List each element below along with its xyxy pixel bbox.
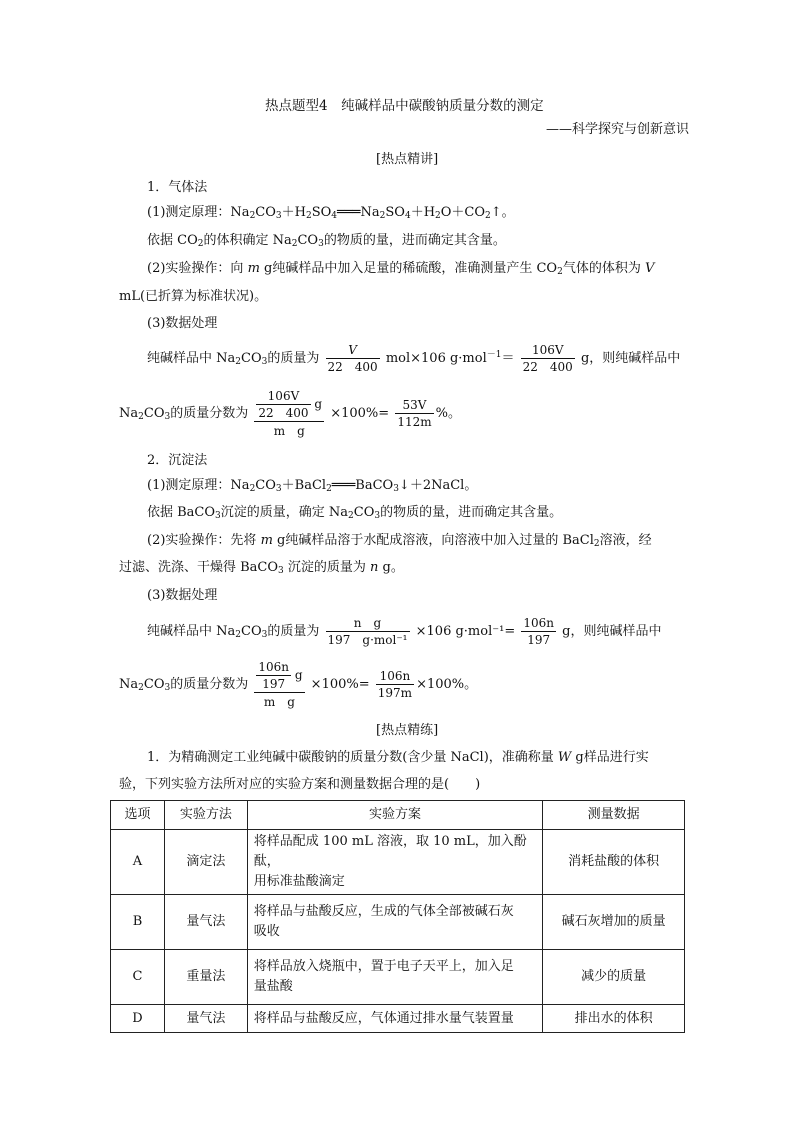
precip-data-heading: (3)数据处理 xyxy=(147,588,218,603)
option-label: B xyxy=(111,895,165,950)
options-table xyxy=(110,800,685,1033)
precip-outer-den: m g xyxy=(263,694,295,709)
method-cell: 重量法 xyxy=(164,950,247,1005)
gas-fraction-compound xyxy=(254,388,324,440)
precip-fraction-mid: ×100%= xyxy=(310,677,370,692)
gas-mass-frac1-den: 22 400 xyxy=(327,360,378,374)
plan-line: 将样品与盐酸反应，生成的气体全部被碱石灰 xyxy=(253,904,514,919)
data-cell: 碱石灰增加的质量 xyxy=(543,895,685,950)
question1-line1: 1．为精确测定工业纯碱中碳酸钠的质量分数(含少量 NaCl)，准确称量 W g样品进行实 xyxy=(147,750,649,765)
precip-principle-line xyxy=(147,476,477,496)
gas-operation-line2: mL(已折算为标准状况)。 xyxy=(119,289,268,304)
gas-operation-line1: (2)实验操作：向 m g纯碱样品中加入足量的稀硫酸，准确测量产生 $CO_2$气体的体积为 V xyxy=(147,261,655,277)
page-subtitle: ——科学探究与创新意识 xyxy=(546,122,690,137)
table-row xyxy=(111,895,685,950)
precip-fraction-formula: $Na_2CO_3$的质量分数为 $\frac{106n}{197}$ g m g ×100%= $\frac{106n}{197m}$ ×100%。 xyxy=(119,659,478,709)
precip-operation-line2: 过滤、洗涤、干燥得 BaCO$_3$ 沉淀的质量为 n g。 xyxy=(119,560,404,576)
gas-mass-frac2-num: 106V xyxy=(521,342,575,359)
gas-fraction-mid: ×100%= xyxy=(330,406,390,421)
method-cell: 滴定法 xyxy=(164,830,247,895)
gas-inner-unit: g xyxy=(314,396,323,411)
gas-principle-equation: $Na_2CO_3+H_2SO_4═══Na_2SO_4+H_2O+CO_2↑$。 xyxy=(230,205,515,221)
gas-result-num: 53V xyxy=(395,397,433,414)
method-cell: 量气法 xyxy=(164,895,247,950)
plan-cell xyxy=(247,950,542,1005)
plan-line: 将样品配成 100 mL 溶液，取 10 mL，加入酚酞， xyxy=(253,834,527,869)
precip-result-den: 197m xyxy=(377,686,413,700)
table-row xyxy=(111,830,685,895)
precip-mass-suffix: g，则纯碱样品中 xyxy=(562,624,662,639)
precip-mass-frac1-den: 197 g·mol⁻¹ xyxy=(327,633,408,647)
plan-line: 将样品与盐酸反应，气体通过排水量气装置量 xyxy=(253,1010,514,1026)
precip-mass-frac2-num: 106n xyxy=(523,616,554,630)
precip-fraction-suffix: ×100%。 xyxy=(416,677,478,692)
question1-line2: 验，下列实验方法所对应的实验方案和测量数据合理的是( ) xyxy=(119,777,481,792)
plan-line: 将样品放入烧瓶中，置于电子天平上，加入足 xyxy=(253,959,514,974)
precip-fraction-compound xyxy=(254,659,304,711)
gas-mass-suffix: g，则纯碱样品中 xyxy=(580,351,681,366)
plan-line: 量盐酸 xyxy=(253,979,293,994)
header-option: 选项 xyxy=(111,801,165,830)
gas-result-den: 112m xyxy=(397,415,432,429)
plan-line: 用标准盐酸滴定 xyxy=(253,874,345,889)
option-label: D xyxy=(111,1005,165,1033)
data-cell: 排出水的体积 xyxy=(543,1005,685,1033)
gas-data-heading: (3)数据处理 xyxy=(147,316,218,331)
gas-inner-den: 22 400 xyxy=(258,405,309,420)
header-data: 测量数据 xyxy=(543,801,685,830)
plan-cell xyxy=(247,830,542,895)
option-label: A xyxy=(111,830,165,895)
gas-fraction-result xyxy=(395,397,433,430)
precip-mass-mid: ×106 g·mol⁻¹= xyxy=(415,624,516,639)
gas-fraction-formula: $Na_2CO_3$的质量分数为 $\frac{106V}{22 400}$ g m g ×100%= $\frac{53V}{112m}$ %。 xyxy=(119,388,461,438)
section-practice-label: [热点精练] xyxy=(376,723,439,738)
gas-mass-fraction1 xyxy=(326,342,380,375)
gas-inner-num: 106V xyxy=(256,388,310,405)
precip-result-num: 106n xyxy=(376,668,414,685)
precip-principle-equation: $Na_2CO_3+BaCl_2═══BaCO_3↓+2NaCl$。 xyxy=(230,478,478,494)
precip-method-heading: 2．沉淀法 xyxy=(147,453,208,468)
gas-principle-line xyxy=(147,203,515,223)
header-method: 实验方法 xyxy=(164,801,247,830)
precip-basis: 依据 BaCO$_3$沉淀的质量，确定 $Na_2CO_3$的物质的量，进而确定其含量。 xyxy=(147,505,563,521)
gas-outer-den: m g xyxy=(273,423,305,438)
gas-mass-formula: 纯碱样品中 $Na_2CO_3$的质量为 $\frac{V}{22 400}$ mol×106 g·mol$^{-1}$＝ $\frac{106V}{22 400}$ g，则纯碱样品中 xyxy=(147,343,681,374)
gas-fraction-suffix: %。 xyxy=(435,406,461,421)
precip-mass-fraction1 xyxy=(326,615,410,648)
table-row xyxy=(111,1005,685,1033)
gas-method-heading: 1．气体法 xyxy=(147,180,208,195)
precip-mass-frac2-den: 197 xyxy=(527,633,551,647)
gas-basis: 依据 $CO_2$的体积确定 $Na_2CO_3$的物质的量，进而确定其含量。 xyxy=(147,233,506,249)
option-label: C xyxy=(111,950,165,1005)
precip-mass-formula: 纯碱样品中 $Na_2CO_3$的质量为 $\frac{\text{n g}}{\text{197 g·mol⁻¹}}$ ×106 g·mol⁻¹= $\frac{106n}{197}$ g，则纯碱样品中 xyxy=(147,616,662,647)
precip-mass-frac1-num: n g xyxy=(326,615,410,632)
precip-inner-num: 106n xyxy=(258,659,290,674)
gas-mass-frac2-den: 22 400 xyxy=(522,360,573,374)
precip-principle-label: (1)测定原理： xyxy=(147,478,231,493)
precip-mass-fraction2 xyxy=(521,615,556,648)
precip-fraction-result xyxy=(376,668,414,701)
gas-principle-label: (1)测定原理： xyxy=(147,205,231,220)
data-cell: 减少的质量 xyxy=(543,950,685,1005)
gas-mass-fraction2 xyxy=(521,342,575,375)
plan-cell xyxy=(247,895,542,950)
precip-inner-unit: g xyxy=(294,667,303,682)
page-title: 热点题型4 纯碱样品中碳酸钠质量分数的测定 xyxy=(265,98,544,114)
precip-operation-line1: (2)实验操作：先将 m g纯碱样品溶于水配成溶液，向溶液中加入过量的 BaCl$_2$溶液，经 xyxy=(147,533,652,549)
method-cell: 量气法 xyxy=(164,1005,247,1033)
section-lecture-label: [热点精讲] xyxy=(376,152,439,167)
plan-cell xyxy=(247,1005,542,1033)
precip-inner-den: 197 xyxy=(262,676,286,691)
table-header-row xyxy=(111,801,685,830)
header-plan: 实验方案 xyxy=(247,801,542,830)
gas-mass-frac1-num: V xyxy=(348,343,357,357)
data-cell: 消耗盐酸的体积 xyxy=(543,830,685,895)
table-row xyxy=(111,950,685,1005)
plan-line: 吸收 xyxy=(253,924,280,939)
